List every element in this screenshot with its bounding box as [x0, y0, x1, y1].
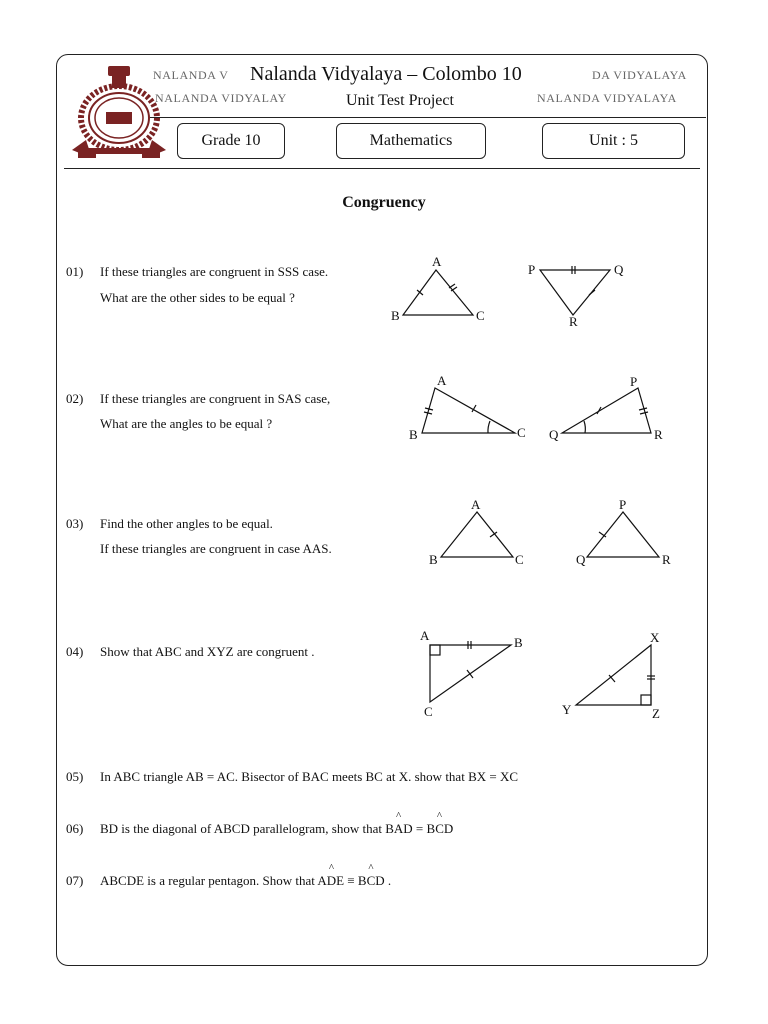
angle-hat-symbol: ^	[396, 810, 402, 822]
angle-vertex: C	[366, 873, 376, 888]
vertex-label: A	[437, 373, 447, 388]
vertex-label: Q	[576, 552, 586, 567]
question-text: In ABC triangle AB = AC. Bisector of BAC meets BC at X. show that BX = XC	[100, 769, 519, 784]
vertex-label: R	[654, 427, 663, 442]
vertex-label: P	[528, 262, 536, 277]
vertex-label: A	[420, 628, 430, 643]
question-4	[66, 644, 314, 660]
angle-hat-symbol: ^	[436, 810, 443, 822]
angle-hat-symbol: ^	[328, 862, 335, 874]
school-name: Nalanda Vidyalaya – Colombo 10	[246, 63, 526, 86]
question-7	[66, 862, 392, 889]
angle-mark	[366, 862, 376, 889]
question-number: 04)	[66, 644, 84, 659]
vertex-label: B	[391, 308, 400, 323]
header-divider	[150, 117, 706, 118]
angle-mark	[393, 810, 404, 837]
question-3	[66, 516, 273, 532]
watermark-text: NALANDA VIDYALAYA	[537, 91, 677, 105]
angle-mark	[326, 862, 337, 889]
question-number: 02)	[66, 391, 84, 406]
vertex-label: B	[429, 552, 438, 567]
vertex-label: C	[515, 552, 524, 567]
question-number: 03)	[66, 516, 84, 531]
subject-box: Mathematics	[336, 123, 486, 159]
question-number: 05)	[66, 769, 84, 784]
unit-box: Unit : 5	[542, 123, 685, 159]
angle-vertex: C	[435, 821, 444, 836]
question-5	[66, 769, 518, 785]
question-1-line-2: What are the other sides to be equal ?	[100, 290, 295, 305]
vertex-label: Q	[549, 427, 559, 442]
question-number: 01)	[66, 264, 84, 279]
vertex-label: R	[569, 314, 578, 329]
vertex-label: P	[630, 374, 638, 389]
vertex-label: X	[650, 630, 660, 645]
page-subtitle: Unit Test Project	[346, 92, 454, 109]
vertex-label: A	[432, 254, 442, 269]
vertex-label: Z	[652, 706, 660, 721]
question-text: If these triangles are congruent in SSS case.	[100, 264, 329, 279]
question-text: ABCDE is a regular pentagon. Show that A	[100, 873, 327, 888]
question-text: E ≡ B	[336, 873, 367, 888]
angle-vertex: D	[326, 873, 337, 888]
vertex-label: P	[619, 497, 627, 512]
question-text: D .	[375, 873, 392, 888]
question-6	[66, 810, 454, 837]
vertex-label: B	[409, 427, 418, 442]
watermark-text: DA VIDYALAYA	[592, 68, 687, 82]
page-title: Congruency	[342, 194, 426, 211]
question-3-line-2: If these triangles are congruent in case AAS.	[100, 541, 332, 556]
grade-box: Grade 10	[177, 123, 285, 159]
vertex-label: A	[471, 497, 481, 512]
question-text: Find the other angles to be equal.	[100, 516, 273, 531]
question-2-line-2: What are the angles to be equal ?	[100, 416, 273, 431]
vertex-label: C	[517, 425, 526, 440]
question-1	[66, 264, 328, 280]
vertex-label: C	[424, 704, 433, 719]
question-text: BD is the diagonal of ABCD parallelogram, show that B	[100, 821, 394, 836]
question-text: If these triangles are congruent in SAS case,	[100, 391, 331, 406]
vertex-label: B	[514, 635, 523, 650]
question-text: Show that ABC and XYZ are congruent .	[100, 644, 315, 659]
vertex-label: Q	[614, 262, 624, 277]
header-bottom-divider	[64, 168, 700, 169]
angle-hat-symbol: ^	[368, 862, 374, 874]
vertex-label: Y	[562, 702, 572, 717]
angle-vertex: A	[393, 821, 404, 836]
question-text: D	[443, 821, 454, 836]
question-number: 06)	[66, 821, 84, 836]
angle-mark	[435, 810, 444, 837]
watermark-text: NALANDA V	[153, 68, 229, 82]
question-2	[66, 391, 330, 407]
question-text: D = B	[403, 821, 436, 836]
question-number: 07)	[66, 873, 84, 888]
vertex-label: R	[662, 552, 671, 567]
watermark-text: NALANDA VIDYALAY	[155, 91, 287, 105]
vertex-label: C	[476, 308, 485, 323]
